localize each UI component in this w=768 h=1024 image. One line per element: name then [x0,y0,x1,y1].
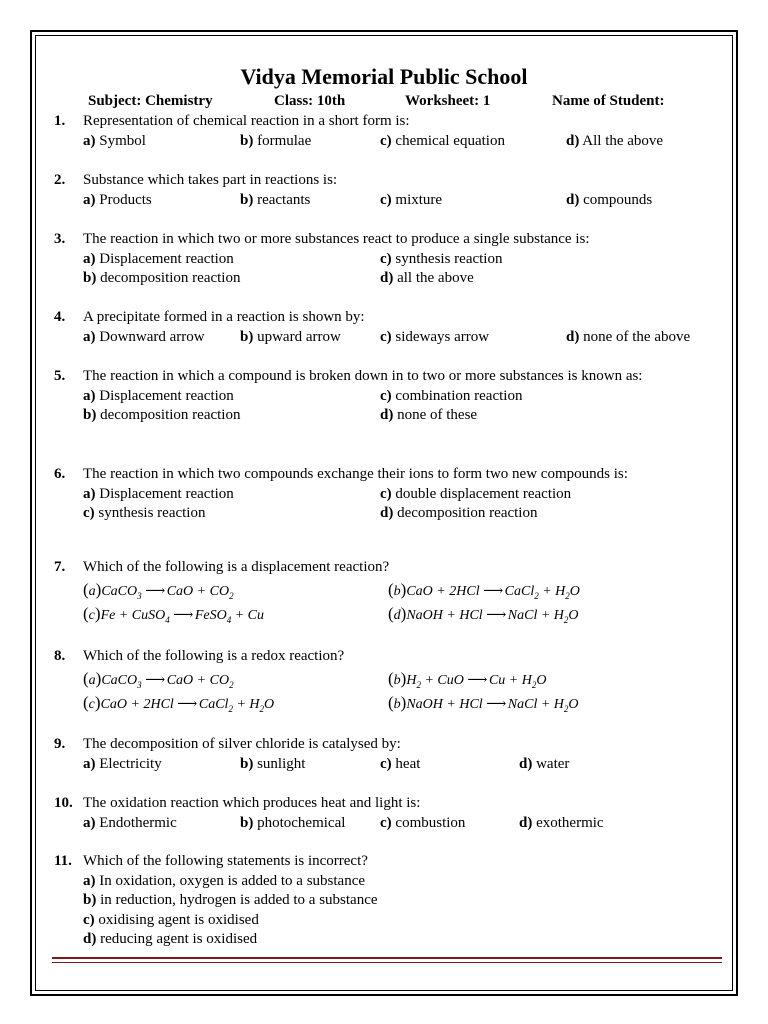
footer-rule [52,957,722,959]
question-10 [54,794,722,833]
option-a: a) Symbol [83,132,146,149]
option-d: d) none of the above [566,328,691,345]
option-c: c) oxidising agent is oxidised [83,911,259,928]
class-label: Class: 10th [274,93,346,109]
equation-c: (c)Fe + CuSO$_4$ ⟶ FeSO$_4$ + Cu [83,603,264,625]
arrow-icon: ⟶ [483,583,502,599]
question-7 [54,558,722,626]
question-text: Which of the following statements is incorrect? [83,853,368,869]
question-text: The reaction in which two or more substances react to produce a single substance is: [83,231,590,247]
question-text: Representation of chemical reaction in a short form is: [83,113,410,129]
arrow-icon: ⟶ [173,607,192,623]
question-number: 10. [54,795,73,811]
question-8 [54,647,722,715]
question-2 [54,171,722,210]
question-number: 3. [54,231,66,247]
school-title: Vidya Memorial Public School [240,64,528,89]
option-d: d) none of these [380,407,478,423]
option-b: b) in reduction, hydrogen is added to a substance [83,892,378,908]
option-c: c) chemical equation [380,132,505,149]
question-text: The decomposition of silver chloride is catalysed by: [83,736,401,752]
equation-d: (b)NaOH + HCl ⟶ NaCl + $H_2O$ [388,692,579,714]
question-text: The oxidation reaction which produces heat and light is: [83,795,421,811]
option-c: c) double displacement reaction [380,485,572,502]
arrow-icon: ⟶ [145,583,164,599]
equation-a: (a)CaCO$_3$ ⟶ CaO + $CO_2$ [83,668,234,690]
option-a: a) Downward arrow [83,328,205,345]
option-b: b) sunlight [240,755,306,772]
question-number: 4. [54,309,66,325]
option-a: a) In oxidation, oxygen is added to a substance [83,872,366,889]
option-a: a) Endothermic [83,814,177,831]
arrow-icon: ⟶ [486,696,505,712]
question-3 [54,230,722,289]
option-a: a) Displacement reaction [83,387,234,404]
question-text: A precipitate formed in a reaction is shown by: [83,309,365,325]
option-c: c) synthesis reaction [380,250,503,267]
equation-d: (d)NaOH + HCl ⟶ NaCl + $H_2O$ [388,603,579,625]
question-number: 2. [54,172,66,188]
arrow-icon: ⟶ [467,672,486,688]
option-b: b) reactants [240,191,311,208]
option-d: d) compounds [566,191,653,208]
option-b: b) decomposition reaction [83,407,241,423]
question-number: 1. [54,113,66,129]
question-text: Which of the following is a redox reaction? [83,648,345,664]
option-c: c) sideways arrow [380,328,490,345]
option-c: c) combination reaction [380,387,523,404]
worksheet-label: Worksheet: 1 [405,93,491,109]
student-name-label: Name of Student: [552,93,665,109]
option-c: c) mixture [380,191,443,208]
option-d: d) reducing agent is oxidised [83,931,258,947]
question-text: Substance which takes part in reactions is: [83,172,338,188]
option-c: c) heat [380,755,421,772]
arrow-icon: ⟶ [145,672,164,688]
option-a: a) Displacement reaction [83,485,234,502]
question-number: 6. [54,466,66,482]
option-a: a) Displacement reaction [83,250,234,267]
question-9 [54,735,722,774]
option-d: d) decomposition reaction [380,505,538,521]
equation-a: (a)CaCO$_3$ ⟶ CaO + $CO_2$ [83,579,234,601]
subject-label: Subject: Chemistry [88,93,213,109]
question-number: 8. [54,648,66,664]
question-text: The reaction in which a compound is broken down in to two or more substances is known as: [83,368,643,384]
option-d: d) exothermic [519,814,604,831]
footer-rule-thin [52,962,722,963]
option-c-2: c) synthesis reaction [83,505,206,521]
arrow-icon: ⟶ [177,696,196,712]
equation-b: (b)CaO + 2HCl ⟶ CaCl$_2$ + $H_2O$ [388,579,580,601]
option-b: b) formulae [240,132,312,149]
equation-c: (c)CaO + 2HCl ⟶ CaCl$_2$ + $H_2O$ [83,692,275,714]
question-text: The reaction in which two compounds exchange their ions to form two new compounds is: [83,466,628,482]
question-number: 5. [54,368,66,384]
question-1 [54,112,722,151]
option-a: a) Products [83,191,152,208]
option-b: b) decomposition reaction [83,270,241,286]
option-d: d) All the above [566,132,664,149]
option-a: a) Electricity [83,755,162,772]
option-d: d) water [519,755,570,772]
question-text: Which of the following is a displacement reaction? [83,559,390,575]
question-11 [54,852,722,950]
option-b: b) photochemical [240,814,346,831]
equation-b: $(b)H_2$ + CuO ⟶ $Cu + H_2O$ [388,668,547,690]
option-c: c) combustion [380,814,466,831]
option-b: b) upward arrow [240,328,341,345]
option-d: d) all the above [380,270,474,286]
question-number: 7. [54,559,66,575]
arrow-icon: ⟶ [486,607,505,623]
question-4 [54,308,722,347]
question-number: 9. [54,736,66,752]
question-number: 11. [54,853,72,869]
question-5 [54,367,722,426]
question-6 [54,465,722,524]
